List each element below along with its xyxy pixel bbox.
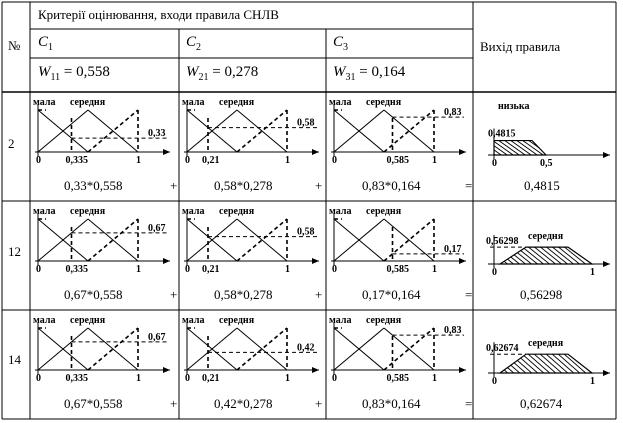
formula-term: 0,83*0,164 (362, 396, 421, 411)
criteria-header: Критерії оцінювання, входи правила СНЛВ (38, 7, 279, 22)
input-value-label: 0,335 (65, 373, 88, 384)
output-term-label: середня (528, 338, 564, 350)
one-tick-label: 1 (285, 155, 290, 166)
level-label: 0,58 (297, 226, 315, 238)
mid-term-label: середня (366, 315, 402, 326)
formula-term: 0,42*0,278 (214, 396, 273, 411)
one-tick-label: 1 (285, 264, 290, 275)
row-number: 12 (8, 244, 21, 259)
mid-term-label: середня (366, 97, 402, 108)
output-tick-label: 1 (590, 376, 595, 387)
zero-tick-label: 0 (332, 264, 337, 275)
weight-w21: $W_{21} = 0,278$ (186, 64, 259, 83)
output-plot (454, 101, 610, 169)
axis-arrow (459, 258, 466, 264)
axis-arrow (312, 149, 319, 155)
one-tick-label: 1 (136, 373, 141, 384)
hatch-line (604, 352, 623, 375)
axis-arrow (603, 370, 610, 376)
hatch-line (496, 245, 522, 266)
level-label: 0,17 (444, 243, 462, 255)
input-value-label: 0,585 (386, 373, 409, 384)
output-tick-label: 0 (492, 376, 497, 387)
formula-operator: + (315, 287, 323, 302)
mid-term-label: середня (366, 206, 402, 217)
output-header: Вихід правила (480, 39, 561, 54)
output-tick-label: 0 (492, 158, 497, 169)
mid-term-label: середня (70, 97, 106, 108)
zero-tick-label: 0 (36, 155, 41, 166)
level-label: 0,83 (444, 325, 462, 337)
level-label: 0,67 (148, 222, 166, 234)
output-hatching (460, 352, 623, 375)
hatch-line (598, 352, 623, 375)
formula-operator: + (170, 178, 178, 193)
axis-arrow (603, 261, 610, 267)
low-term-label: мала (329, 206, 352, 217)
formula-result: 0,4815 (524, 178, 560, 193)
formula-operator: + (170, 396, 178, 411)
hatch-line (454, 139, 480, 157)
formula-operator: + (315, 178, 323, 193)
hatch-line (580, 139, 606, 157)
output-level-label: 0,4815 (488, 128, 516, 140)
input-value-label: 0,335 (65, 155, 88, 166)
output-term-label: низька (498, 101, 530, 112)
mid-term-label: середня (70, 315, 106, 326)
criterion-c1: $C_1$ (38, 34, 54, 53)
level-label: 0,33 (148, 128, 166, 140)
zero-tick-label: 0 (332, 373, 337, 384)
criterion-c3: $C_3$ (333, 34, 349, 53)
membership-plot (33, 206, 170, 275)
output-level-label: 0,56298 (486, 236, 519, 248)
output-tick-label: 1 (590, 267, 595, 278)
formula-operator: + (315, 396, 323, 411)
formula-term: 0,17*0,164 (362, 287, 421, 302)
hatch-line (478, 352, 504, 375)
input-value-label: 0,585 (386, 155, 409, 166)
axis-arrow (163, 258, 170, 264)
input-value-label: 0,21 (202, 155, 220, 166)
low-term-label: мала (182, 206, 205, 217)
low-term-label: мала (33, 97, 56, 108)
one-tick-label: 1 (432, 155, 437, 166)
low-term-label: мала (329, 97, 352, 108)
mid-term-label: середня (219, 315, 255, 326)
axis-arrow (603, 152, 610, 158)
hatch-line (544, 139, 570, 157)
output-term-label: середня (528, 231, 564, 243)
row-number: 14 (8, 352, 21, 367)
formula-term: 0,67*0,558 (64, 287, 123, 302)
hatch-line (598, 245, 623, 266)
membership-plot (182, 206, 319, 275)
hatch-line (466, 352, 492, 375)
hatch-line (484, 245, 510, 266)
level-label: 0,58 (297, 117, 315, 129)
low-term-label: мала (182, 315, 205, 326)
one-tick-label: 1 (432, 264, 437, 275)
formula-term: 0,58*0,278 (214, 178, 273, 193)
low-term-label: мала (33, 315, 56, 326)
zero-tick-label: 0 (185, 155, 190, 166)
formula-term: 0,58*0,278 (214, 287, 273, 302)
low-term-label: мала (33, 206, 56, 217)
level-label: 0,42 (297, 342, 315, 354)
output-level-label: 0,62674 (486, 343, 519, 355)
input-value-label: 0,21 (202, 264, 220, 275)
axis-arrow (459, 149, 466, 155)
axis-arrow (163, 367, 170, 373)
output-plot (460, 338, 623, 387)
one-tick-label: 1 (136, 155, 141, 166)
hatch-line (568, 139, 594, 157)
membership-plot (33, 97, 170, 166)
output-hatching (460, 245, 623, 266)
output-plot (460, 231, 623, 278)
membership-plot (182, 315, 319, 384)
membership-plot (329, 97, 466, 166)
hatch-line (550, 139, 576, 157)
hatch-line (574, 139, 600, 157)
level-label: 0,67 (148, 331, 166, 343)
axis-arrow (459, 367, 466, 373)
formula-result: 0,62674 (520, 396, 563, 411)
zero-tick-label: 0 (36, 264, 41, 275)
low-term-label: мала (182, 97, 205, 108)
formula-operator: = (465, 287, 473, 302)
membership-plot (182, 97, 319, 166)
criterion-c2: $C_2$ (186, 34, 202, 53)
hatch-line (496, 352, 522, 375)
hatch-line (466, 245, 492, 266)
formula-term: 0,33*0,558 (64, 178, 123, 193)
zero-tick-label: 0 (185, 373, 190, 384)
hatch-line (562, 139, 588, 157)
hatch-line (484, 352, 510, 375)
axis-arrow (312, 258, 319, 264)
mid-term-label: середня (219, 97, 255, 108)
membership-plot (329, 315, 466, 384)
low-term-label: мала (329, 315, 352, 326)
mid-term-label: середня (70, 206, 106, 217)
level-label: 0,83 (444, 107, 462, 119)
input-value-label: 0,21 (202, 373, 220, 384)
row-number: 2 (8, 136, 15, 151)
membership-plot (33, 315, 170, 384)
no-column-header: № (8, 38, 21, 53)
membership-plot (329, 206, 466, 275)
weight-w11: $W_{11} = 0,558$ (38, 64, 110, 83)
zero-tick-label: 0 (332, 155, 337, 166)
formula-operator: = (465, 178, 473, 193)
mid-term-label: середня (219, 206, 255, 217)
formula-term: 0,83*0,164 (362, 178, 421, 193)
output-hatching (454, 139, 606, 157)
formula-term: 0,67*0,558 (64, 396, 123, 411)
one-tick-label: 1 (285, 373, 290, 384)
formula-operator: + (170, 287, 178, 302)
zero-tick-label: 0 (185, 264, 190, 275)
one-tick-label: 1 (432, 373, 437, 384)
hatch-line (466, 139, 492, 157)
output-tick-label: 0,5 (540, 158, 553, 169)
hatch-line (556, 139, 582, 157)
hatch-line (478, 245, 504, 266)
axis-arrow (163, 149, 170, 155)
formula-result: 0,56298 (520, 287, 563, 302)
weight-w31: $W_{31} = 0,164$ (333, 64, 406, 83)
axis-arrow (312, 367, 319, 373)
one-tick-label: 1 (136, 264, 141, 275)
hatch-line (616, 352, 623, 375)
input-value-label: 0,585 (386, 264, 409, 275)
hatch-line (616, 245, 623, 266)
formula-operator: = (465, 396, 473, 411)
output-tick-label: 0 (492, 267, 497, 278)
input-value-label: 0,335 (65, 264, 88, 275)
zero-tick-label: 0 (36, 373, 41, 384)
